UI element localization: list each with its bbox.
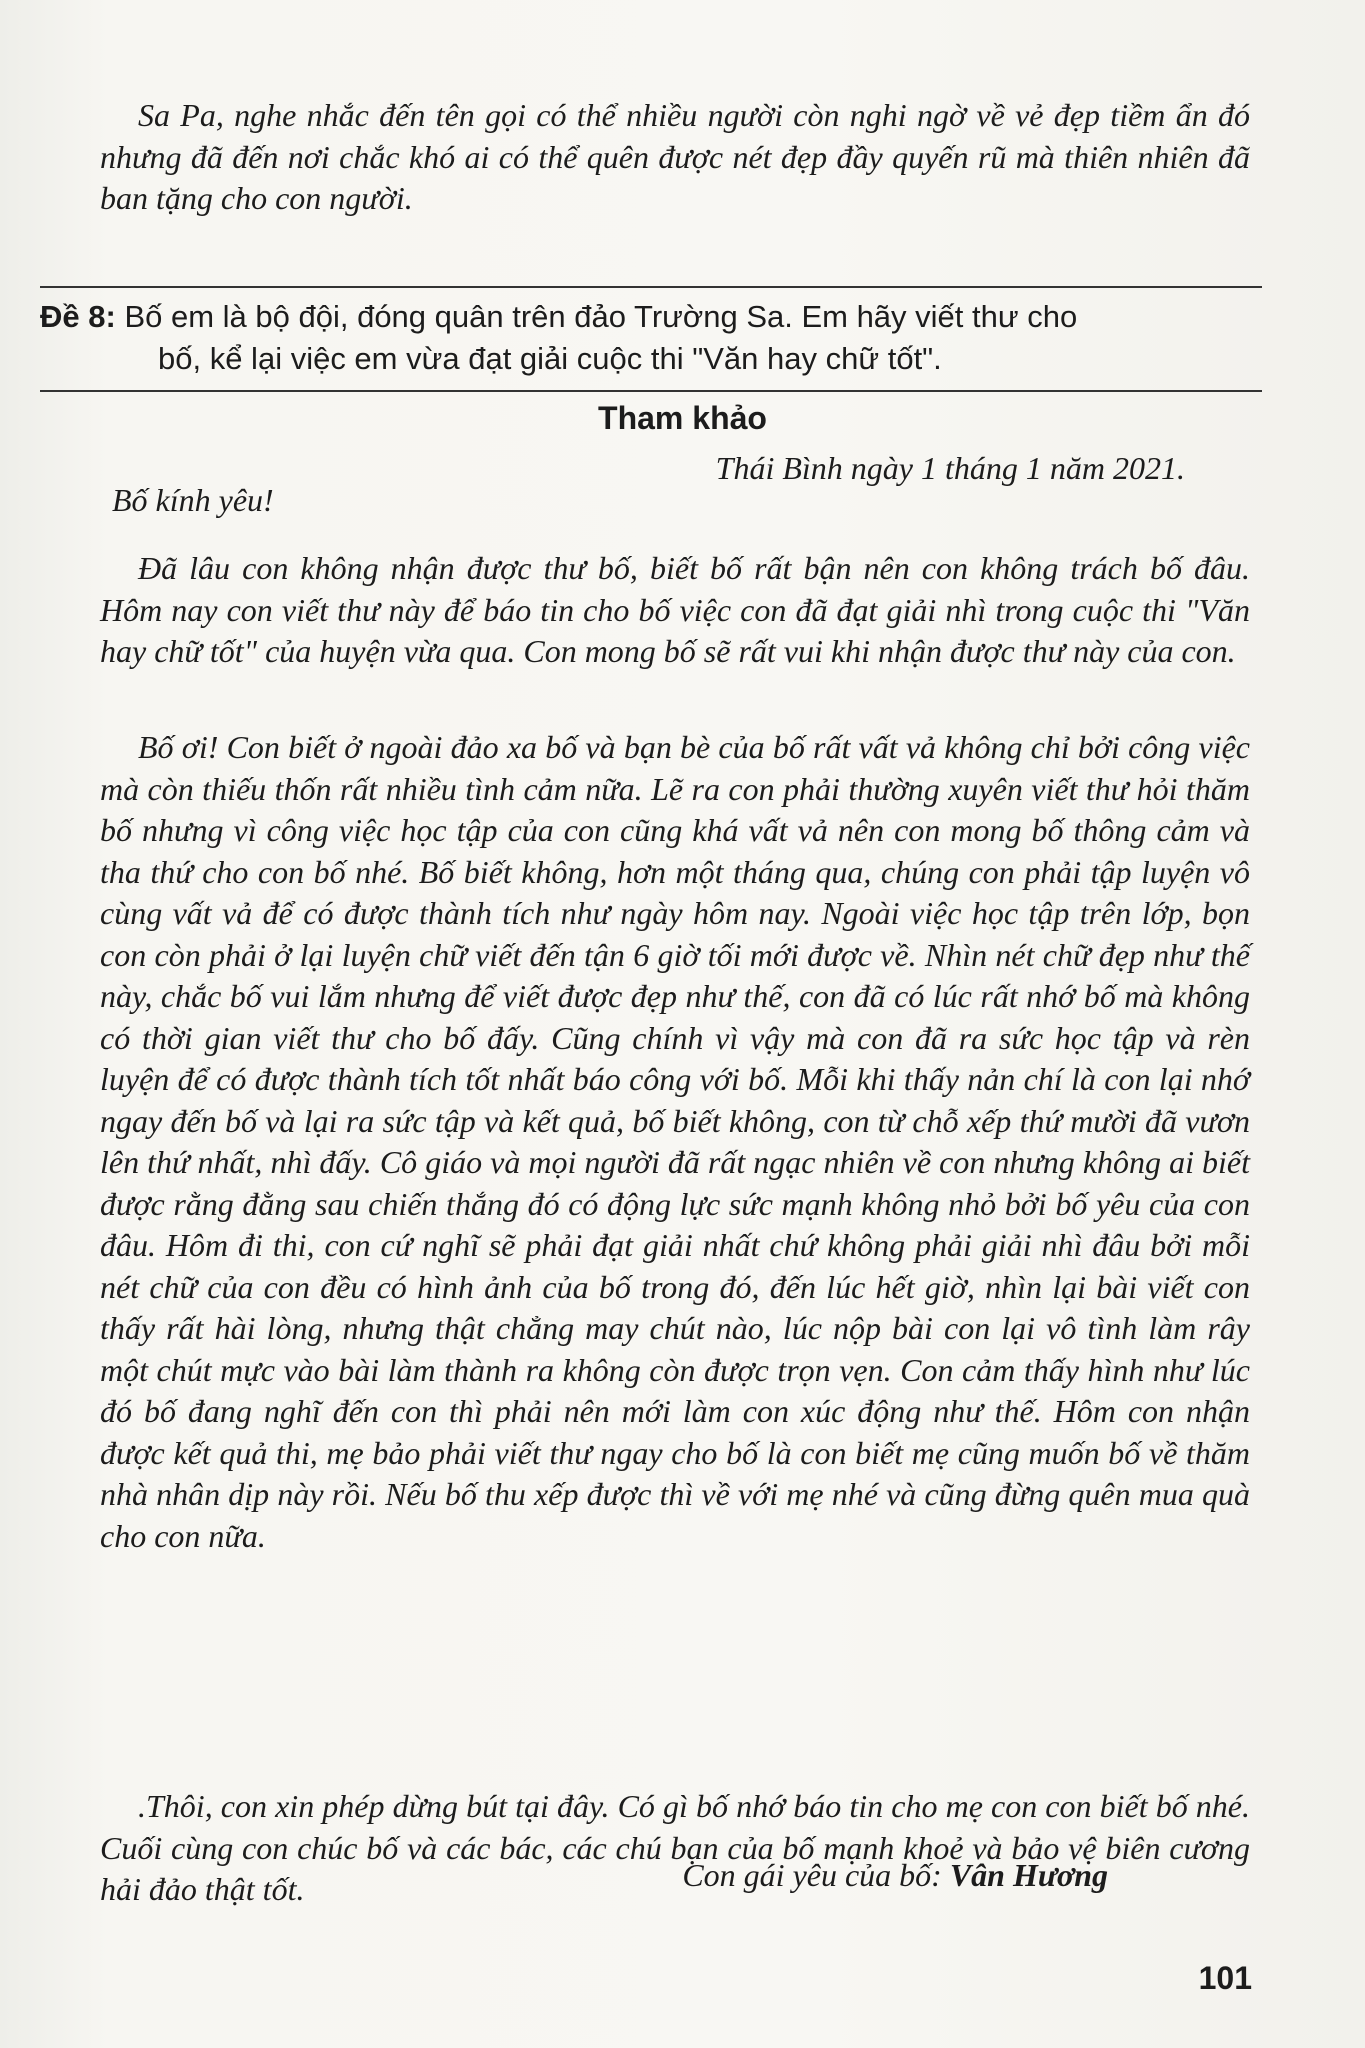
letter-greeting: Bố kính yêu! <box>112 482 274 518</box>
exercise-prompt-line-1 <box>40 296 1262 338</box>
intro-paragraph <box>100 95 1250 220</box>
letter-signature <box>682 1857 1108 1894</box>
signature-prefix: Con gái yêu của bố: <box>682 1857 942 1893</box>
letter-paragraph-2 <box>100 727 1250 1557</box>
exercise-text-2: bố, kể lại việc em vừa đạt giải cuộc thi "Văn hay chữ tốt". <box>158 341 942 376</box>
paragraph-1-text: Đã lâu con không nhận được thư bố, biết bố rất bận nên con không trách bố đâu. Hôm nay con viết thư này để báo tin cho bố việc con đã đạt giải nhì trong cuộc thi "Văn hay chữ tốt" của huyện vừa qua. Con mong bố sẽ rất vui khi nhận được thư này của con. <box>100 550 1250 669</box>
intro-text: Sa Pa, nghe nhắc đến tên gọi có thể nhiều người còn nghi ngờ về vẻ đẹp tiềm ẩn đó nhưng đã đến nơi chắc khó ai có thể quên được nét đẹp đầy quyến rũ mà thiên nhiên đã ban tặng cho con người. <box>100 97 1250 216</box>
exercise-prompt <box>40 286 1262 392</box>
paragraph-2-text: Bố ơi! Con biết ở ngoài đảo xa bố và bạn bè của bố rất vất vả không chỉ bởi công việc mà còn thiếu thốn rất nhiều tình cảm nữa. Lẽ ra con phải thường xuyên viết thư hỏi thăm bố nhưng vì công việc học tập của con cũng khá vất vả nên con mong bố thông cảm và tha thứ cho con bố nhé. Bố biết không, hơn một tháng qua, chúng con phải tập luyện vô cùng vất vả để có được thành tích như ngày hôm nay. Ngoài việc học tập trên lớp, bọn con còn phải ở lại luyện chữ viết đến tận 6 giờ tối mới được về. Nhìn nét chữ đẹp như thế này, chắc bố vui lắm nhưng để viết được đẹp như thế, con đã có lúc rất nhớ bố mà không có thời gian viết thư cho bố đấy. Cũng chính vì vậy mà con đã ra sức học tập và rèn luyện để có được thành tích tốt nhất báo công với bố. Mỗi khi thấy nản chí là con lại nhớ ngay đến bố và lại ra sức tập và kết quả, bố biết không, con từ chỗ xếp thứ mười đã vươn lên thứ nhất, nhì đấy. Cô giáo và mọi người đã rất ngạc nhiên về con nhưng không ai biết được rằng đằng sau chiến thắng đó có động lực sức mạnh không nhỏ bởi bố yêu của con đâu. Hôm đi thi, con cứ nghĩ sẽ phải đạt giải nhất chứ không phải giải nhì đâu bởi mỗi nét chữ của con đều có hình ảnh của bố trong đó, đến lúc hết giờ, nhìn lại bài viết con thấy rất hài lòng, nhưng thật chẳng may chút nào, lúc nộp bài con lại vô tình làm rây một chút mực vào bài làm thành ra không còn được trọn vẹn. Con cảm thấy hình như lúc đó bố đang nghĩ đến con thì phải nên mới làm con xúc động như thế. Hôm con nhận được kết quả thi, mẹ bảo phải viết thư ngay cho bố là con biết mẹ cũng muốn bố về thăm nhà nhân dịp này rồi. Nếu bố thu xếp được thì về với mẹ nhé và cũng đừng quên mua quà cho con nữa. <box>100 729 1250 1554</box>
page-number: 101 <box>1198 1960 1252 1996</box>
exercise-text-1: Bố em là bộ đội, đóng quân trên đảo Trường Sa. Em hãy viết thư cho <box>124 299 1078 334</box>
letter-paragraph-1 <box>100 548 1250 673</box>
exercise-label: Đề 8: <box>40 299 116 334</box>
reference-heading: Tham khảo <box>598 400 767 436</box>
paragraph-3-text: .Thôi, con xin phép dừng bút tại đây. Có gì bố nhớ báo tin cho mẹ con con biết bố nhé. Cuối cùng con chúc bố và các bác, các chú bạn của bố mạnh khoẻ và bảo vệ biên cương hải đảo thật tốt. <box>100 1788 1250 1907</box>
letter-date: Thái Bình ngày 1 tháng 1 năm 2021. <box>715 450 1185 486</box>
signature-name: Vân Hương <box>949 1857 1108 1893</box>
